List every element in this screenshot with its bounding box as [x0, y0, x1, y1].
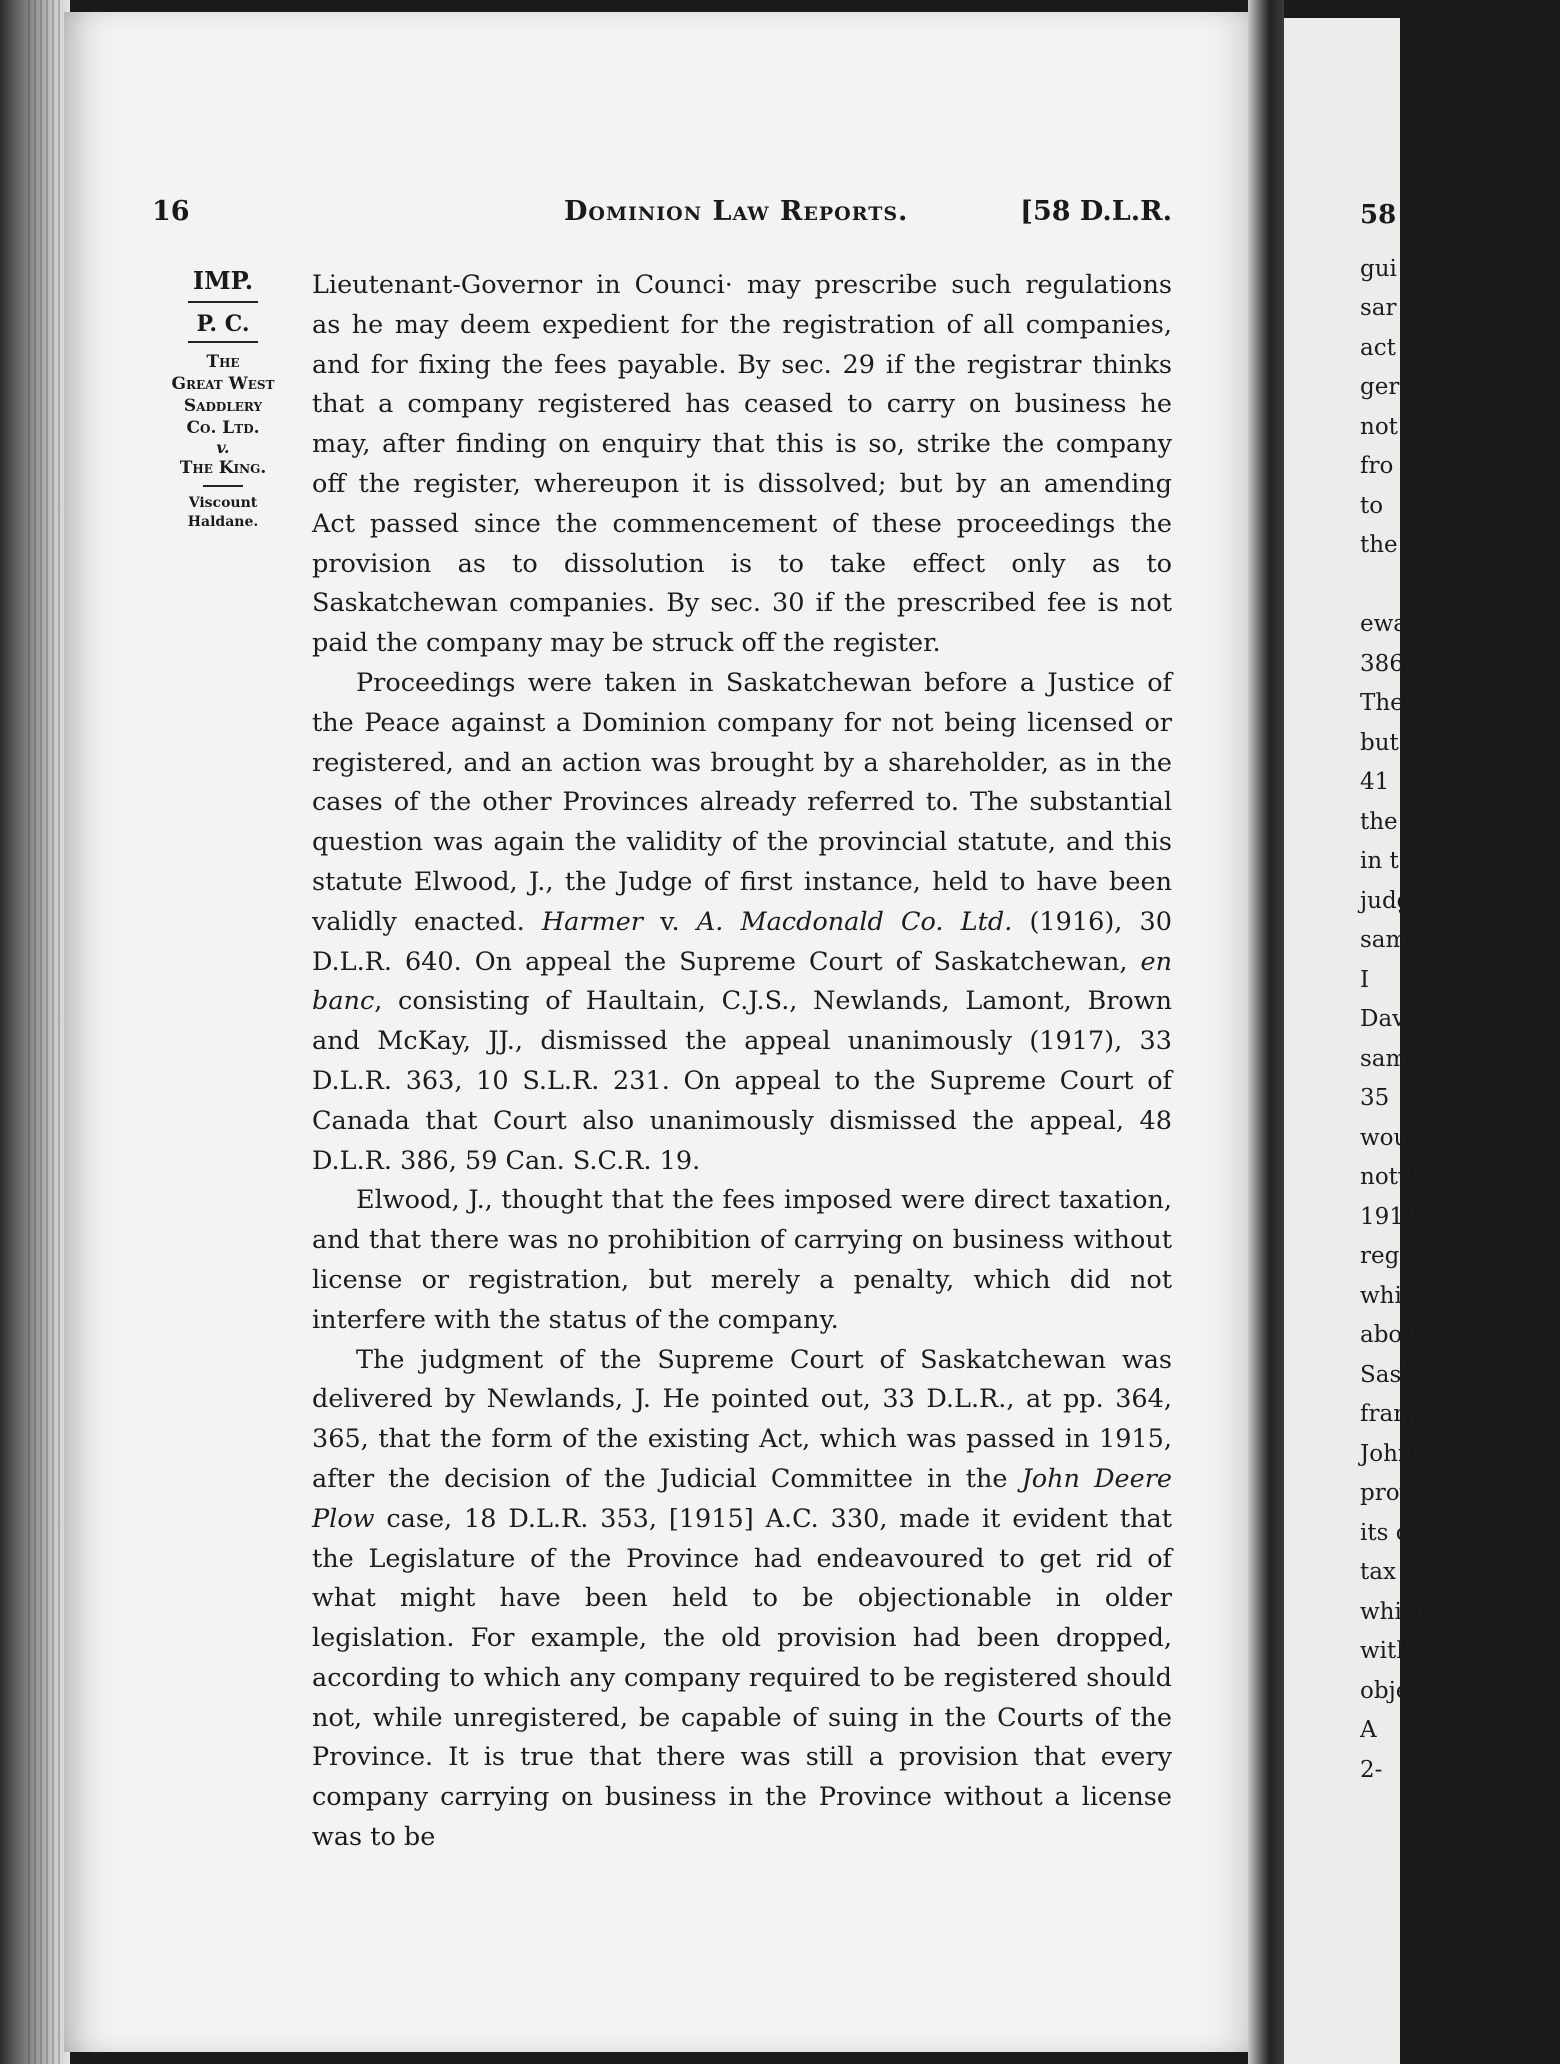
right-page-line: prov	[1360, 1480, 1413, 1506]
right-page-line: to	[1360, 492, 1384, 519]
report-title: Dominion Law Reports.	[564, 196, 909, 227]
council-label: P. C.	[196, 311, 250, 337]
right-page-line: 1911	[1360, 1203, 1419, 1230]
paragraph-text: The judgment of the Supreme Court of Saskatchewan was delivered by Newlands, J. He pointed out, 33 D.L.R., at pp. 364, 365, that the form of the existing Act, which was passed in 1915, after the decision of the Judicial Committee in the	[312, 1344, 1172, 1494]
right-page-line: John	[1360, 1440, 1413, 1467]
paragraph: Lieutenant-Governor in Counci· may prescribe such regulations as he may deem expedient for the registration of all companies, and for fixing the fees payable. By sec. 29 if the registrar thinks that a company registered has ceased to carry on business he may, after finding on enquiry that this is so, strike the company off the register, whereupon it is dissolved; but by an amending Act passed since the commencement of these proceedings the provision as to dissolution is to take effect only as to Saskatchewan companies. By sec. 30 if the prescribed fee is not paid the company may be struck off the register.	[312, 270, 1172, 659]
court-label: IMP.	[192, 266, 254, 295]
latin-term: en banc	[312, 946, 1172, 1017]
right-page-line: gui	[1360, 255, 1397, 282]
paragraph-text: , consisting of Haultain, C.J.S., Newlands, Lamont, Brown and McKay, JJ., dismissed the appeal unanimously (1917), 33 D.L.R. 363, 10 S.L.R. 231. On appeal to the Supreme Court of Canada that Court also unanimously dismissed the appeal, 48 D.L.R. 386, 59 Can. S.C.R. 19.	[312, 986, 1172, 1176]
case-citation: Harmer	[541, 906, 643, 937]
right-page-line: its c	[1360, 1519, 1409, 1546]
right-page-line: 41	[1360, 769, 1390, 795]
right-page-line: fro	[1360, 453, 1394, 479]
paragraph-text: case, 18 D.L.R. 353, [1915] A.C. 330, made it evident that the Legislature of the Province had endeavoured to get rid of what might have been held to be objectionable in older legislation. For example, the old provision had been dropped, according to which any company required to be registered should not, while unregistered, be capable of suing in the Courts of the Province. It is true that there was still a provision that every company carrying on business in the Province without a license was to be	[312, 1503, 1172, 1853]
right-page-line: Sask	[1360, 1361, 1416, 1388]
right-page-line: whic	[1360, 1282, 1415, 1309]
case-citation: A. Macdonald Co. Ltd.	[696, 906, 1013, 937]
right-page-line: regis	[1360, 1243, 1419, 1269]
paragraph: Elwood, J., thought that the fees imposed were direct taxation, and that there was no prohibition of carrying on business without license or registration, but merely a penalty, which did not interfere with the status of the company.	[312, 1185, 1172, 1335]
right-page-line: with	[1360, 1638, 1412, 1664]
right-page-line: Dav	[1360, 1006, 1406, 1032]
right-page-line: the	[1360, 808, 1398, 835]
right-page-lines	[1360, 250, 1560, 1791]
sidenote-rule	[188, 301, 258, 303]
right-page-line: sam	[1360, 1045, 1408, 1072]
right-page-line: 35	[1360, 1085, 1390, 1111]
volume-reference: [58 D.L.R.	[1020, 196, 1172, 227]
case-name-line: Saddlery	[183, 396, 263, 416]
case-name-line: The King.	[179, 458, 267, 478]
right-page-text	[1360, 196, 1560, 1790]
right-page-line: 386	[1360, 650, 1404, 677]
right-page-line: ger	[1360, 374, 1400, 400]
right-page-line: fram	[1360, 1401, 1416, 1427]
right-page-line: notw	[1360, 1164, 1418, 1190]
sidenote-rule	[203, 485, 243, 487]
right-page-line: wou	[1360, 1124, 1409, 1151]
right-page-line: tax i	[1360, 1559, 1411, 1585]
right-page-line: objec	[1360, 1677, 1423, 1704]
book-gutter	[1248, 0, 1284, 2064]
paragraph	[312, 1341, 1172, 1858]
sidenote-rule	[188, 341, 258, 343]
case-versus: v.	[216, 438, 230, 457]
right-page-line: 2-	[1360, 1756, 1383, 1783]
right-page-line: while	[1360, 1598, 1423, 1625]
judgment-body	[312, 266, 1172, 1858]
right-page-line: in t	[1360, 848, 1399, 874]
right-page-line: The	[1360, 690, 1404, 716]
right-page-line: sar	[1360, 295, 1397, 321]
right-page-number: 58	[1360, 200, 1397, 230]
right-page-line: not	[1360, 413, 1398, 440]
right-page-line: I	[1360, 966, 1370, 993]
paragraph-text: v.	[642, 906, 697, 937]
right-page-line: act	[1360, 334, 1396, 361]
right-page-line: abou	[1360, 1322, 1418, 1348]
right-page-line: ewa	[1360, 611, 1408, 637]
paragraph	[312, 664, 1172, 1181]
case-name-line: Great West	[171, 374, 275, 394]
case-name-line: The	[206, 352, 240, 372]
judge-name: Viscount	[188, 495, 258, 511]
right-page-line	[1360, 566, 1560, 606]
right-page-line: but	[1360, 729, 1399, 756]
right-page-line: sam	[1360, 927, 1408, 953]
binding-page-edges	[28, 0, 64, 2064]
paragraph-text: Proceedings were taken in Saskatchewan before a Justice of the Peace against a Dominion company for not being licensed or registered, and an action was brought by a shareholder, as in the cases of the other Provinces already referred to. The substantial question was again the validity of the provincial statute, and this statute Elwood, J., the Judge of first instance, held to have been validly enacted.	[312, 667, 1172, 937]
right-page-line: A	[1360, 1717, 1377, 1743]
margin-sidenote	[138, 266, 308, 531]
case-citation: John Deere Plow	[312, 1463, 1172, 1534]
page-number: 16	[152, 196, 190, 227]
paragraph-text: (1916), 30 D.L.R. 640. On appeal the Supreme Court of Saskatchewan,	[312, 906, 1172, 977]
running-header	[152, 196, 1172, 240]
judge-name: Haldane.	[187, 514, 259, 530]
right-page-line: judg	[1360, 887, 1412, 914]
right-page-line: the	[1360, 532, 1398, 558]
case-name-line: Co. Ltd.	[186, 418, 260, 438]
